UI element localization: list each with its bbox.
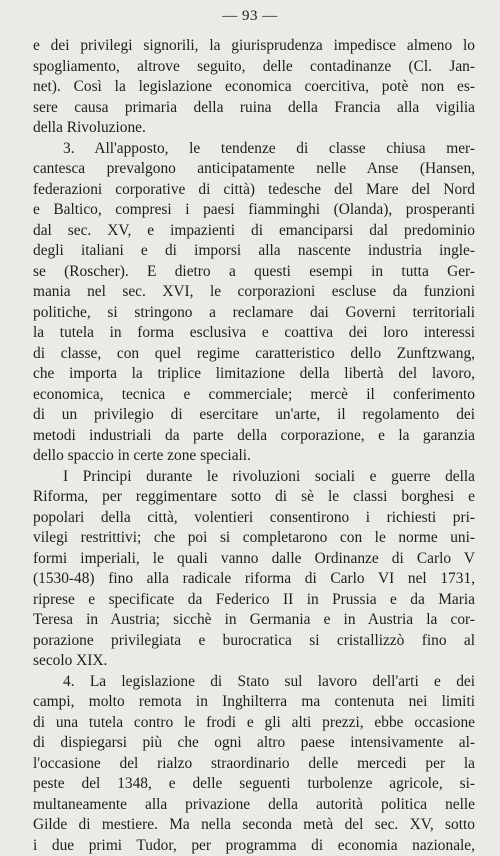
text-line: Teresa in Austria; sicchè in Germania e in Austria la cor-: [33, 610, 475, 631]
text-line: di un privilegio di esercitare un'arte, il regolamento dei: [33, 405, 475, 426]
text-line: sere causa primaria della ruina della Francia alla vigilia: [33, 98, 475, 119]
text-line: net). Così la legislazione economica coercitiva, potè non es-: [33, 77, 475, 98]
text-line: 3. All'apposto, le tendenze di classe chiusa mer-: [33, 139, 475, 160]
text-line: che importa la triplice limitazione della libertà del lavoro,: [33, 364, 475, 385]
text-line: e Baltico, compresi i paesi fiamminghi (Olanda), prosperanti: [33, 200, 475, 221]
text-line: federazioni corporative di città) tedesche del Mare del Nord: [33, 180, 475, 201]
text-line: campi, molto remota in Inghilterra ma contenuta nei limiti: [33, 692, 475, 713]
text-line: la tutela in forma esclusiva e coattiva dei loro interessi: [33, 323, 475, 344]
text-line: Riforma, per reggimentare sotto di sè le classi borghesi e: [33, 487, 475, 508]
text-line: (1530-48) fino alla radicale riforma di Carlo VI nel 1731,: [33, 569, 475, 590]
text-line: formi imperiali, le quali vanno dalle Ordinanze di Carlo V: [33, 549, 475, 570]
text-line: l'occasione del rialzo straordinario delle mercedi per la: [33, 754, 475, 775]
page-number: — 93 —: [0, 8, 500, 25]
text-line: Gilde di mestiere. Ma nella seconda metà del sec. XV, sotto: [33, 815, 475, 836]
text-line: secolo XIX.: [33, 651, 475, 672]
text-line: 4. La legislazione di Stato sul lavoro dell'arti e dei: [33, 672, 475, 693]
text-line: se (Roscher). E dietro a questi esempi in tutta Ger-: [33, 262, 475, 283]
text-line: I Principi durante le rivoluzioni sociali e guerre della: [33, 467, 475, 488]
text-line: della Rivoluzione.: [33, 118, 475, 139]
text-line: di classe, con quel regime caratteristico dello Zunftzwang,: [33, 344, 475, 365]
text-line: vilegi restrittivi; che poi si completarono con le norme uni-: [33, 528, 475, 549]
text-line: mania nel sec. XVI, le corporazioni escluse da funzioni: [33, 282, 475, 303]
text-line: politiche, si stringono a reclamare dai Governi territoriali: [33, 303, 475, 324]
text-line: e dei privilegi signorili, la giurisprudenza impedisce almeno lo: [33, 36, 475, 57]
text-line: popolari della città, volentieri consentirono i richiesti pri-: [33, 508, 475, 529]
text-line: di dispiegarsi più che ogni altro paese intensivamente al-: [33, 733, 475, 754]
text-line: cantesca prevalgono anticipatamente nelle Anse (Hansen,: [33, 159, 475, 180]
text-line: metodi industriali da parte della corporazione, e la garanzia: [33, 426, 475, 447]
text-line: i due primi Tudor, per programma di economia nazionale,: [33, 836, 475, 856]
text-line: dal sec. XV, e impazienti di emanciparsi dal predominio: [33, 221, 475, 242]
body-text: [33, 36, 475, 856]
text-line: porazione privilegiata e burocratica si cristallizzò fino al: [33, 631, 475, 652]
text-line: peste del 1348, e delle seguenti turbolenze agricole, si-: [33, 774, 475, 795]
text-line: multaneamente alla privazione della autorità politica nelle: [33, 795, 475, 816]
text-line: degli italiani e di imporsi alla nascente industria ingle-: [33, 241, 475, 262]
text-line: economica, tecnica e commerciale; mercè il conferimento: [33, 385, 475, 406]
text-line: dello spaccio in certe zone speciali.: [33, 446, 475, 467]
text-line: riprese e specificate da Federico II in Prussia e da Maria: [33, 590, 475, 611]
text-line: di una tutela contro le frodi e gli alti prezzi, ebbe occasione: [33, 713, 475, 734]
text-line: spogliamento, altrove seguito, delle contadinanze (Cl. Jan-: [33, 57, 475, 78]
